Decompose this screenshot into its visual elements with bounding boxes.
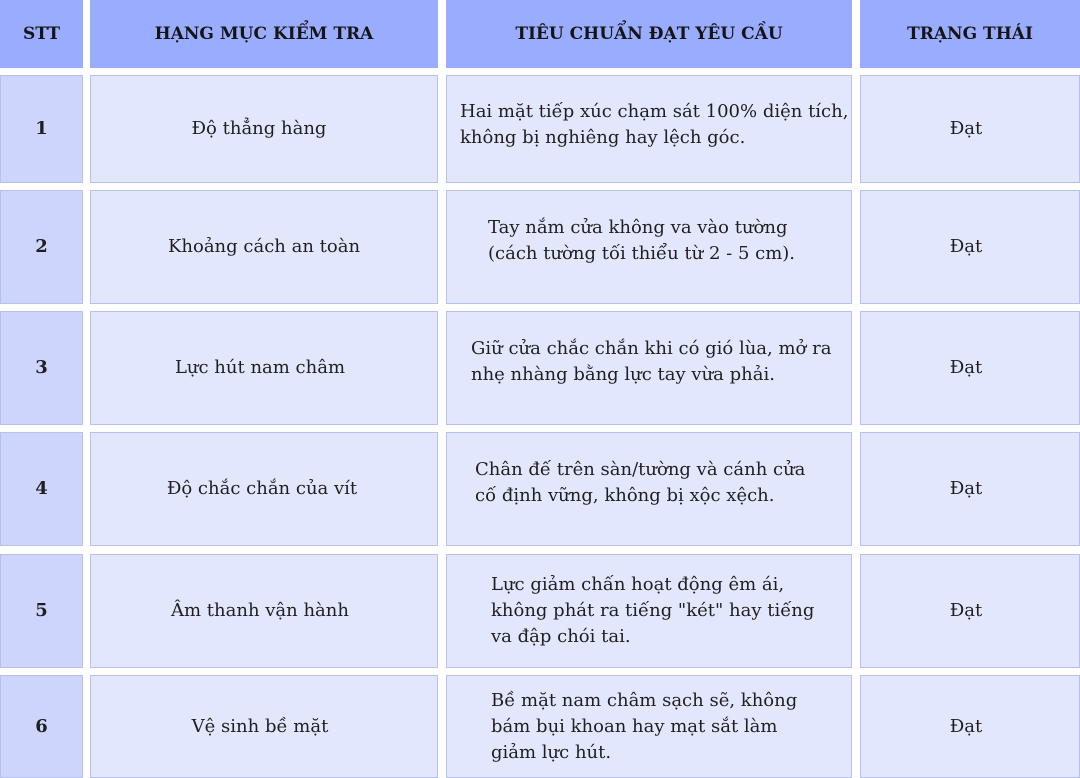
- row-4-standard: Chân đế trên sàn/tường và cánh cửa cố định vững, không bị xộc xệch.: [446, 432, 852, 546]
- row-3-status: Đạt: [860, 311, 1080, 425]
- row-4-item: Độ chắc chắn của vít: [90, 432, 438, 546]
- header-status: TRẠNG THÁI: [860, 0, 1080, 68]
- row-3-standard: Giữ cửa chắc chắn khi có gió lùa, mở ra nhẹ nhàng bằng lực tay vừa phải.: [446, 311, 852, 425]
- row-6-standard: Bề mặt nam châm sạch sẽ, không bám bụi khoan hay mạt sắt làm giảm lực hút.: [446, 675, 852, 778]
- row-2-status: Đạt: [860, 190, 1080, 304]
- row-1-status: Đạt: [860, 75, 1080, 183]
- row-5-status: Đạt: [860, 554, 1080, 668]
- row-5-item: Âm thanh vận hành: [90, 554, 438, 668]
- row-4-status: Đạt: [860, 432, 1080, 546]
- row-1-stt: 1: [0, 75, 83, 183]
- row-6-stt: 6: [0, 675, 83, 778]
- row-2-standard: Tay nắm cửa không va vào tường (cách tường tối thiểu từ 2 - 5 cm).: [446, 190, 852, 304]
- header-item: HẠNG MỤC KIỂM TRA: [90, 0, 438, 68]
- row-3-item: Lực hút nam châm: [90, 311, 438, 425]
- row-6-item: Vệ sinh bề mặt: [90, 675, 438, 778]
- row-3-stt: 3: [0, 311, 83, 425]
- row-6-status: Đạt: [860, 675, 1080, 778]
- row-5-stt: 5: [0, 554, 83, 668]
- row-1-standard: Hai mặt tiếp xúc chạm sát 100% diện tích, không bị nghiêng hay lệch góc.: [446, 75, 852, 183]
- row-1-item: Độ thẳng hàng: [90, 75, 438, 183]
- row-4-stt: 4: [0, 432, 83, 546]
- row-5-standard: Lực giảm chấn hoạt động êm ái, không phát ra tiếng "két" hay tiếng va đập chói tai.: [446, 554, 852, 668]
- header-stt: STT: [0, 0, 83, 68]
- header-standard: TIÊU CHUẨN ĐẠT YÊU CẦU: [446, 0, 852, 68]
- row-2-item: Khoảng cách an toàn: [90, 190, 438, 304]
- row-2-stt: 2: [0, 190, 83, 304]
